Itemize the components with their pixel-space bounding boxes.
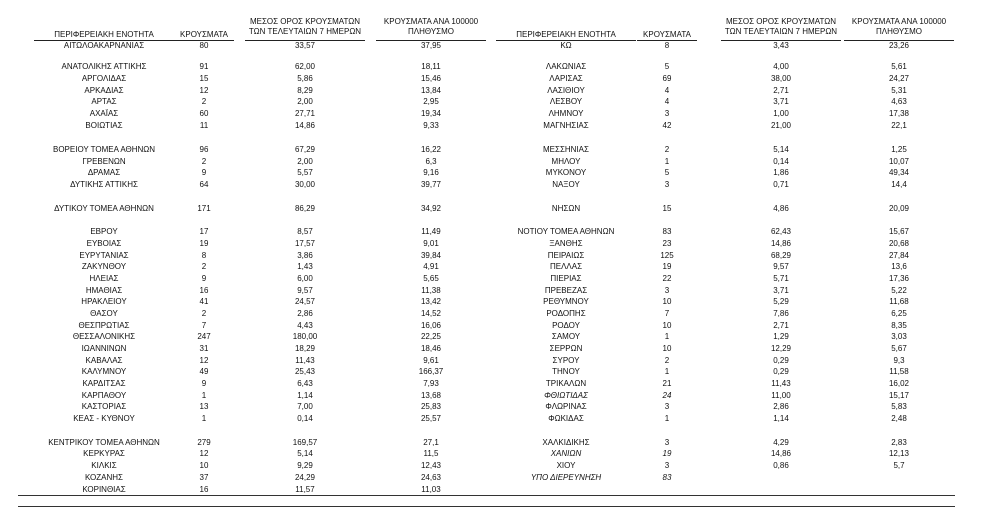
cell-avg7: 27,71	[294, 109, 316, 118]
cell-cases: 279	[197, 438, 211, 447]
cell-avg7: 3,86	[297, 251, 313, 260]
cell-cases: 69	[662, 74, 672, 83]
cell-cases: 2	[201, 262, 207, 271]
cell-avg7: 67,29	[294, 145, 316, 154]
cell-cases: 1	[201, 414, 207, 423]
cell-avg7: 7,00	[297, 402, 313, 411]
cell-region: ΕΒΡΟΥ	[90, 227, 118, 236]
cell-per100k: 34,92	[420, 204, 442, 213]
cell-cases: 41	[199, 297, 209, 306]
cell-region: ΑΙΤΩΛΟΑΚΑΡΝΑΝΙΑΣ	[63, 41, 145, 50]
cell-avg7: 2,86	[297, 309, 313, 318]
cell-cases: 7	[201, 321, 207, 330]
cell-region: ΗΛΕΙΑΣ	[89, 274, 119, 283]
cell-per100k: 9,01	[423, 239, 439, 248]
cell-avg7: 3,71	[773, 286, 789, 295]
cell-per100k: 14,4	[891, 180, 907, 189]
cell-per100k: 9,16	[423, 168, 439, 177]
cell-region: ΘΑΣΟΥ	[90, 309, 118, 318]
cell-avg7: 4,29	[773, 438, 789, 447]
header-region: ΠΕΡΙΦΕΡΕΙΑΚΗ ΕΝΟΤΗΤΑ	[54, 30, 154, 39]
cell-avg7: 2,71	[773, 321, 789, 330]
cell-per100k: 6,25	[891, 309, 907, 318]
cell-per100k: 11,38	[421, 286, 441, 295]
cell-avg7: 1,00	[773, 109, 789, 118]
cell-cases: 125	[660, 251, 674, 260]
cell-avg7: 3,71	[773, 97, 789, 106]
cell-per100k: 5,31	[891, 86, 907, 95]
header-per100k-line1: ΚΡΟΥΣΜΑΤΑ ΑΝΑ 100000	[851, 17, 947, 26]
cell-cases: 16	[199, 485, 209, 494]
cell-avg7: 25,43	[294, 367, 316, 376]
cell-region: ΚΑΒΑΛΑΣ	[85, 356, 123, 365]
cell-region: ΑΧΑΪΑΣ	[89, 109, 119, 118]
cell-avg7: 0,14	[297, 414, 313, 423]
cell-avg7: 0,71	[773, 180, 789, 189]
cell-cases: 17	[199, 227, 209, 236]
cell-region: ΚΑΛΥΜΝΟΥ	[81, 367, 127, 376]
cell-per100k: 13,6	[891, 262, 907, 271]
cell-avg7: 24,29	[294, 473, 316, 482]
cell-avg7: 14,86	[770, 239, 792, 248]
cell-per100k: 11,68	[889, 297, 909, 306]
cell-cases: 8	[201, 251, 207, 260]
cell-region: ΡΕΘΥΜΝΟΥ	[543, 297, 589, 306]
cell-region: ΡΟΔΟΠΗΣ	[546, 309, 586, 318]
cell-per100k: 5,83	[891, 402, 907, 411]
cell-cases: 4	[664, 86, 670, 95]
cell-per100k: 22,25	[420, 332, 442, 341]
cell-cases: 5	[664, 62, 670, 71]
cell-avg7: 9,57	[773, 262, 789, 271]
cell-per100k: 25,83	[420, 402, 442, 411]
cell-region: ΚΑΡΔΙΤΣΑΣ	[82, 379, 126, 388]
cell-per100k: 17,38	[888, 109, 910, 118]
cell-per100k: 1,25	[891, 145, 907, 154]
header-cases: ΚΡΟΥΣΜΑΤΑ	[180, 30, 228, 39]
bottom-rule	[18, 495, 955, 496]
cell-cases: 10	[662, 344, 672, 353]
cell-region: ΘΕΣΠΡΩΤΙΑΣ	[78, 321, 130, 330]
cell-per100k: 49,34	[888, 168, 910, 177]
cell-region: ΘΕΣΣΑΛΟΝΙΚΗΣ	[72, 332, 136, 341]
cell-region: ΖΑΚΥΝΘΟΥ	[81, 262, 127, 271]
cell-avg7: 8,29	[297, 86, 313, 95]
cell-cases: 24	[662, 391, 672, 400]
cell-per100k: 9,3	[893, 356, 905, 365]
cell-region: ΠΕΙΡΑΙΩΣ	[547, 251, 585, 260]
header-avg7-line2: ΤΩΝ ΤΕΛΕΥΤΑΙΩΝ 7 ΗΜΕΡΩΝ	[724, 26, 838, 36]
cell-avg7: 11,43	[295, 356, 315, 365]
cell-cases: 19	[199, 239, 209, 248]
cell-region: ΣΑΜΟΥ	[551, 332, 581, 341]
cell-per100k: 11,49	[421, 227, 441, 236]
cell-region: ΑΡΚΑΔΙΑΣ	[84, 86, 124, 95]
cell-avg7: 5,14	[773, 145, 789, 154]
cell-avg7: 4,86	[773, 204, 789, 213]
cell-region: ΑΡΤΑΣ	[91, 97, 117, 106]
cell-cases: 2	[201, 157, 207, 166]
cell-per100k: 19,34	[420, 109, 442, 118]
cell-avg7: 2,00	[297, 157, 313, 166]
cell-region: ΠΡΕΒΕΖΑΣ	[544, 286, 588, 295]
cell-avg7: 1,43	[297, 262, 313, 271]
cell-cases: 15	[662, 204, 672, 213]
cell-cases: 1	[664, 367, 670, 376]
cell-per100k: 17,36	[888, 274, 910, 283]
cell-avg7: 169,57	[292, 438, 318, 447]
cell-cases: 60	[199, 109, 209, 118]
cell-cases: 83	[662, 227, 672, 236]
cell-avg7: 12,29	[770, 344, 792, 353]
cell-region: ΚΟΡΙΝΘΙΑΣ	[82, 485, 126, 494]
cell-avg7: 5,57	[297, 168, 313, 177]
cell-cases: 10	[199, 461, 209, 470]
cell-per100k: 13,42	[420, 297, 442, 306]
cell-avg7: 7,86	[773, 309, 789, 318]
cell-avg7: 0,86	[773, 461, 789, 470]
cell-region: ΝΟΤΙΟΥ ΤΟΜΕΑ ΑΘΗΝΩΝ	[517, 227, 615, 236]
cell-cases: 3	[664, 180, 670, 189]
cell-avg7: 0,29	[773, 356, 789, 365]
cell-region: ΧΑΛΚΙΔΙΚΗΣ	[542, 438, 590, 447]
cell-avg7: 14,86	[770, 449, 792, 458]
cell-avg7: 2,00	[297, 97, 313, 106]
cell-cases: 3	[664, 286, 670, 295]
cell-avg7: 33,57	[294, 41, 316, 50]
cell-cases: 42	[662, 121, 672, 130]
cell-region: ΕΥΒΟΙΑΣ	[86, 239, 122, 248]
cell-region: ΝΗΣΩΝ	[551, 204, 581, 213]
cell-cases: 13	[199, 402, 209, 411]
cell-region: ΒΟΙΩΤΙΑΣ	[85, 121, 123, 130]
cell-avg7: 18,29	[294, 344, 316, 353]
cell-avg7: 0,29	[773, 367, 789, 376]
cell-cases: 96	[199, 145, 209, 154]
cell-per100k: 6,3	[425, 157, 437, 166]
cell-region: ΞΑΝΘΗΣ	[549, 239, 583, 248]
cell-avg7: 9,29	[297, 461, 313, 470]
cell-region: ΤΗΝΟΥ	[552, 367, 580, 376]
cell-region: ΚΩ	[560, 41, 572, 50]
cell-region: ΚΑΡΠΑΘΟΥ	[81, 391, 127, 400]
cell-cases: 31	[199, 344, 209, 353]
cell-per100k: 16,06	[420, 321, 442, 330]
header-avg7-line1: ΜΕΣΟΣ ΟΡΟΣ ΚΡΟΥΣΜΑΤΩΝ	[725, 17, 837, 26]
cell-avg7: 3,43	[773, 41, 789, 50]
header-avg7-line1: ΜΕΣΟΣ ΟΡΟΣ ΚΡΟΥΣΜΑΤΩΝ	[249, 17, 361, 26]
cell-per100k: 10,07	[888, 157, 910, 166]
cell-cases: 2	[664, 356, 670, 365]
cell-region: ΚΑΣΤΟΡΙΑΣ	[81, 402, 127, 411]
cell-avg7: 68,29	[770, 251, 792, 260]
cell-cases: 91	[199, 62, 209, 71]
cell-avg7: 5,29	[773, 297, 789, 306]
cell-cases: 83	[662, 473, 672, 482]
cell-region: ΚΟΖΑΝΗΣ	[84, 473, 124, 482]
cell-per100k: 2,95	[423, 97, 439, 106]
cell-region: ΚΕΡΚΥΡΑΣ	[83, 449, 125, 458]
cell-region: ΜΥΚΟΝΟΥ	[545, 168, 587, 177]
cell-region: ΛΗΜΝΟΥ	[548, 109, 584, 118]
cell-region: ΛΑΚΩΝΙΑΣ	[545, 62, 587, 71]
cell-region: ΦΛΩΡΙΝΑΣ	[545, 402, 587, 411]
cell-region: ΧΑΝΙΩΝ	[550, 449, 582, 458]
cell-region: ΜΑΓΝΗΣΙΑΣ	[543, 121, 589, 130]
cell-avg7: 0,14	[773, 157, 789, 166]
cell-avg7: 62,43	[770, 227, 792, 236]
cell-per100k: 12,13	[888, 449, 910, 458]
cell-region: ΜΕΣΣΗΝΙΑΣ	[543, 145, 589, 154]
cell-region: ΛΑΣΙΘΙΟΥ	[547, 86, 585, 95]
cell-per100k: 166,37	[418, 367, 444, 376]
cell-cases: 247	[197, 332, 211, 341]
cell-per100k: 18,46	[420, 344, 442, 353]
cell-per100k: 39,84	[420, 251, 442, 260]
cell-per100k: 2,48	[891, 414, 907, 423]
cell-avg7: 1,14	[297, 391, 313, 400]
cell-per100k: 2,83	[891, 438, 907, 447]
cell-avg7: 180,00	[292, 332, 318, 341]
cell-per100k: 3,03	[891, 332, 907, 341]
cell-per100k: 27,84	[888, 251, 910, 260]
cell-per100k: 12,43	[420, 461, 442, 470]
cell-cases: 80	[199, 41, 209, 50]
cell-region: ΚΕΑΣ - ΚΥΘΝΟΥ	[73, 414, 135, 423]
cell-region: ΔΥΤΙΚΗΣ ΑΤΤΙΚΗΣ	[70, 180, 138, 189]
cell-region: ΣΕΡΡΩΝ	[549, 344, 583, 353]
cell-cases: 9	[201, 168, 207, 177]
cell-per100k: 18,11	[421, 62, 441, 71]
cell-avg7: 8,57	[297, 227, 313, 236]
cell-avg7: 38,00	[770, 74, 792, 83]
cell-avg7: 4,00	[773, 62, 789, 71]
cell-per100k: 9,33	[423, 121, 439, 130]
cell-per100k: 7,93	[423, 379, 439, 388]
cell-cases: 3	[664, 402, 670, 411]
cell-avg7: 2,71	[773, 86, 789, 95]
cell-per100k: 11,5	[423, 449, 439, 458]
cell-avg7: 2,86	[773, 402, 789, 411]
cell-region: ΜΗΛΟΥ	[551, 157, 581, 166]
cell-per100k: 15,17	[888, 391, 910, 400]
cell-cases: 171	[197, 204, 211, 213]
cell-region: ΚΕΝΤΡΙΚΟΥ ΤΟΜΕΑ ΑΘΗΝΩΝ	[48, 438, 160, 447]
cell-region: ΧΙΟΥ	[556, 461, 576, 470]
cell-avg7: 86,29	[294, 204, 316, 213]
header-avg7	[245, 17, 365, 36]
cell-per100k: 15,46	[420, 74, 442, 83]
header-per100k	[844, 17, 954, 36]
cell-per100k: 11,03	[421, 485, 441, 494]
cell-cases: 21	[662, 379, 672, 388]
cell-per100k: 11,58	[889, 367, 909, 376]
cell-per100k: 5,22	[891, 286, 907, 295]
header-cases: ΚΡΟΥΣΜΑΤΑ	[643, 30, 691, 39]
cell-cases: 15	[199, 74, 209, 83]
cell-avg7: 14,86	[294, 121, 316, 130]
cell-cases: 19	[662, 449, 672, 458]
cell-region: ΑΝΑΤΟΛΙΚΗΣ ΑΤΤΙΚΗΣ	[61, 62, 147, 71]
cell-region: ΦΘΙΩΤΙΔΑΣ	[544, 391, 588, 400]
cell-cases: 3	[664, 438, 670, 447]
cell-avg7: 24,57	[294, 297, 316, 306]
cell-per100k: 16,22	[420, 145, 442, 154]
cell-avg7: 4,43	[297, 321, 313, 330]
cell-region: ΤΡΙΚΑΛΩΝ	[545, 379, 587, 388]
cell-avg7: 1,29	[773, 332, 789, 341]
header-per100k-line2: ΠΛΗΘΥΣΜΟ	[875, 26, 923, 36]
cell-cases: 16	[199, 286, 209, 295]
cell-per100k: 13,84	[420, 86, 442, 95]
cell-cases: 3	[664, 461, 670, 470]
cell-avg7: 1,86	[773, 168, 789, 177]
cell-cases: 8	[664, 41, 670, 50]
cell-cases: 1	[201, 391, 207, 400]
cell-region: ΦΩΚΙΔΑΣ	[548, 414, 584, 423]
cell-cases: 64	[199, 180, 209, 189]
cell-region: ΝΑΞΟΥ	[552, 180, 580, 189]
cell-per100k: 8,35	[891, 321, 907, 330]
cell-per100k: 37,95	[420, 41, 442, 50]
cell-cases: 1	[664, 414, 670, 423]
cell-per100k: 24,27	[888, 74, 910, 83]
cell-per100k: 13,68	[420, 391, 442, 400]
cell-cases: 7	[664, 309, 670, 318]
cell-region: ΛΕΣΒΟΥ	[549, 97, 583, 106]
cell-region: ΒΟΡΕΙΟΥ ΤΟΜΕΑ ΑΘΗΝΩΝ	[52, 145, 156, 154]
cell-per100k: 16,02	[888, 379, 910, 388]
cell-cases: 2	[201, 309, 207, 318]
cell-region: ΚΙΛΚΙΣ	[91, 461, 117, 470]
cell-region: ΠΕΛΛΑΣ	[549, 262, 583, 271]
cell-region: ΙΩΑΝΝΙΝΩΝ	[81, 344, 127, 353]
cell-region: ΑΡΓΟΛΙΔΑΣ	[81, 74, 127, 83]
cell-avg7: 30,00	[294, 180, 316, 189]
cell-region: ΥΠΟ ΔΙΕΡΕΥΝΗΣΗ	[530, 473, 602, 482]
cell-per100k: 5,65	[423, 274, 439, 283]
cell-cases: 10	[662, 297, 672, 306]
cell-per100k: 27,1	[423, 438, 439, 447]
cell-cases: 4	[664, 97, 670, 106]
cell-per100k: 14,52	[420, 309, 442, 318]
cell-cases: 1	[664, 332, 670, 341]
cell-cases: 23	[662, 239, 672, 248]
cell-cases: 2	[664, 145, 670, 154]
cell-region: ΔΥΤΙΚΟΥ ΤΟΜΕΑ ΑΘΗΝΩΝ	[54, 204, 154, 213]
header-per100k-line1: ΚΡΟΥΣΜΑΤΑ ΑΝΑ 100000	[383, 17, 479, 26]
cell-per100k: 5,61	[891, 62, 907, 71]
cell-region: ΓΡΕΒΕΝΩΝ	[82, 157, 126, 166]
cell-per100k: 4,63	[891, 97, 907, 106]
cell-per100k: 24,63	[420, 473, 442, 482]
cell-avg7: 11,00	[771, 391, 791, 400]
cell-cases: 49	[199, 367, 209, 376]
header-per100k	[376, 17, 486, 36]
cell-per100k: 5,67	[891, 344, 907, 353]
header-region: ΠΕΡΙΦΕΡΕΙΑΚΗ ΕΝΟΤΗΤΑ	[516, 30, 616, 39]
cell-cases: 22	[662, 274, 672, 283]
cell-cases: 12	[199, 449, 209, 458]
cell-avg7: 5,71	[773, 274, 789, 283]
cell-cases: 9	[201, 379, 207, 388]
cell-region: ΗΜΑΘΙΑΣ	[85, 286, 123, 295]
cell-region: ΕΥΡΥΤΑΝΙΑΣ	[79, 251, 129, 260]
cell-cases: 19	[662, 262, 672, 271]
cell-cases: 12	[199, 86, 209, 95]
cell-cases: 10	[662, 321, 672, 330]
cell-cases: 9	[201, 274, 207, 283]
cell-avg7: 11,57	[295, 485, 315, 494]
cell-per100k: 9,61	[423, 356, 439, 365]
cell-avg7: 6,00	[297, 274, 313, 283]
cell-region: ΔΡΑΜΑΣ	[87, 168, 121, 177]
cell-avg7: 9,57	[297, 286, 313, 295]
cell-avg7: 6,43	[297, 379, 313, 388]
cell-cases: 3	[664, 109, 670, 118]
cell-region: ΣΥΡΟΥ	[552, 356, 580, 365]
cell-per100k: 4,91	[423, 262, 439, 271]
cell-avg7: 11,43	[771, 379, 791, 388]
cell-cases: 5	[664, 168, 670, 177]
header-avg7	[721, 17, 841, 36]
cell-per100k: 20,09	[888, 204, 910, 213]
cell-avg7: 62,00	[294, 62, 316, 71]
cell-per100k: 20,68	[888, 239, 910, 248]
cell-region: ΠΙΕΡΙΑΣ	[550, 274, 582, 283]
cell-avg7: 5,86	[297, 74, 313, 83]
cell-per100k: 39,77	[420, 180, 442, 189]
cell-cases: 2	[201, 97, 207, 106]
cell-avg7: 17,57	[294, 239, 316, 248]
cell-cases: 37	[199, 473, 209, 482]
cell-avg7: 1,14	[773, 414, 789, 423]
header-per100k-line2: ΠΛΗΘΥΣΜΟ	[407, 26, 455, 36]
bottom-rule	[18, 506, 955, 507]
cell-region: ΗΡΑΚΛΕΙΟΥ	[81, 297, 127, 306]
cell-region: ΡΟΔΟΥ	[552, 321, 580, 330]
cell-cases: 11	[199, 121, 209, 130]
cell-per100k: 22,1	[891, 121, 907, 130]
cell-per100k: 15,67	[888, 227, 910, 236]
cell-cases: 1	[664, 157, 670, 166]
cell-per100k: 23,26	[888, 41, 910, 50]
cell-per100k: 5,7	[893, 461, 905, 470]
cell-region: ΛΑΡΙΣΑΣ	[549, 74, 583, 83]
cell-avg7: 5,14	[297, 449, 313, 458]
cell-cases: 12	[199, 356, 209, 365]
cell-avg7: 21,00	[770, 121, 792, 130]
cell-per100k: 25,57	[420, 414, 442, 423]
header-avg7-line2: ΤΩΝ ΤΕΛΕΥΤΑΙΩΝ 7 ΗΜΕΡΩΝ	[248, 26, 362, 36]
